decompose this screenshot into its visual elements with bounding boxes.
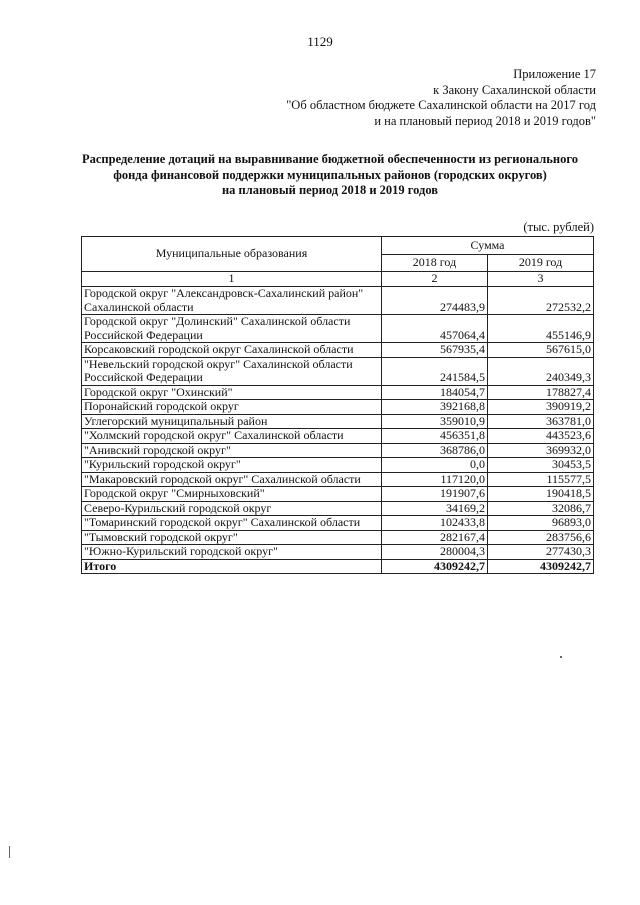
- header-year-2019: 2019 год: [488, 255, 594, 272]
- value-2018: 184054,7: [382, 385, 488, 400]
- appendix-line: "Об областном бюджете Сахалинской области на 2017 год: [286, 98, 596, 112]
- appendix-header: [176, 67, 596, 129]
- municipality-name: "Невельский городской округ" Сахалинской области Российской Федерации: [82, 357, 382, 385]
- total-2018: 4309242,7: [382, 559, 488, 574]
- subsidy-table: [81, 236, 594, 574]
- value-2019: 30453,5: [488, 458, 594, 473]
- table-row: [82, 414, 594, 429]
- value-2018: 567935,4: [382, 343, 488, 358]
- column-number: 2: [382, 272, 488, 287]
- municipality-name: "Анивский городской округ": [82, 443, 382, 458]
- value-2019: 178827,4: [488, 385, 594, 400]
- table-row: [82, 530, 594, 545]
- value-2019: 283756,6: [488, 530, 594, 545]
- table-row: [82, 315, 594, 343]
- municipality-name: "Южно-Курильский городской округ": [82, 545, 382, 560]
- value-2019: 443523,6: [488, 429, 594, 444]
- value-2018: 0,0: [382, 458, 488, 473]
- municipality-name: "Курильский городской округ": [82, 458, 382, 473]
- value-2019: 190418,5: [488, 487, 594, 502]
- value-2019: 455146,9: [488, 315, 594, 343]
- value-2018: 456351,8: [382, 429, 488, 444]
- value-2019: 32086,7: [488, 501, 594, 516]
- table-row: [82, 357, 594, 385]
- value-2019: 363781,0: [488, 414, 594, 429]
- value-2018: 457064,4: [382, 315, 488, 343]
- municipality-name: Городской округ "Долинский" Сахалинской области Российской Федерации: [82, 315, 382, 343]
- total-row: [82, 559, 594, 574]
- value-2018: 274483,9: [382, 287, 488, 315]
- municipality-name: "Томаринский городской округ" Сахалинской области: [82, 516, 382, 531]
- value-2018: 34169,2: [382, 501, 488, 516]
- value-2018: 368786,0: [382, 443, 488, 458]
- table-row: [82, 429, 594, 444]
- value-2018: 280004,3: [382, 545, 488, 560]
- value-2019: 369932,0: [488, 443, 594, 458]
- table-row: [82, 400, 594, 415]
- value-2018: 282167,4: [382, 530, 488, 545]
- municipality-name: Городской округ "Смирныховский": [82, 487, 382, 502]
- value-2018: 191907,6: [382, 487, 488, 502]
- title-line: на плановый период 2018 и 2019 годов: [221, 183, 439, 197]
- value-2019: 272532,2: [488, 287, 594, 315]
- value-2019: 567615,0: [488, 343, 594, 358]
- scan-speck: [560, 656, 562, 658]
- total-label: Итого: [82, 559, 382, 574]
- value-2018: 102433,8: [382, 516, 488, 531]
- value-2019: 96893,0: [488, 516, 594, 531]
- title-line: Распределение дотаций на выравнивание бюджетной обеспеченности из регионального: [82, 152, 578, 166]
- value-2019: 240349,3: [488, 357, 594, 385]
- table-row: [82, 545, 594, 560]
- municipality-name: Углегорский муниципальный район: [82, 414, 382, 429]
- table-row: [82, 501, 594, 516]
- document-title: [60, 152, 600, 199]
- header-municipality: Муниципальные образования: [82, 237, 382, 272]
- municipality-name: "Макаровский городской округ" Сахалинской области: [82, 472, 382, 487]
- table-row: [82, 443, 594, 458]
- header-year-2018: 2018 год: [382, 255, 488, 272]
- table-row: [82, 487, 594, 502]
- table-row: [82, 516, 594, 531]
- table-row: [82, 385, 594, 400]
- column-number: 1: [82, 272, 382, 287]
- value-2018: 392168,8: [382, 400, 488, 415]
- municipality-name: Северо-Курильский городской округ: [82, 501, 382, 516]
- value-2019: 277430,3: [488, 545, 594, 560]
- municipality-name: Городской округ "Охинский": [82, 385, 382, 400]
- value-2018: 241584,5: [382, 357, 488, 385]
- appendix-line: Приложение 17: [513, 67, 596, 81]
- municipality-name: Городской округ "Александровск-Сахалинский район" Сахалинской области: [82, 287, 382, 315]
- municipality-name: Поронайский городской округ: [82, 400, 382, 415]
- municipality-name: Корсаковский городской округ Сахалинской области: [82, 343, 382, 358]
- page-number: 1129: [307, 34, 333, 49]
- value-2019: 390919,2: [488, 400, 594, 415]
- value-2019: 115577,5: [488, 472, 594, 487]
- municipality-name: "Холмский городской округ" Сахалинской области: [82, 429, 382, 444]
- value-2018: 117120,0: [382, 472, 488, 487]
- table-row: [82, 472, 594, 487]
- appendix-line: и на плановый период 2018 и 2019 годов": [374, 113, 596, 128]
- table-row: [82, 287, 594, 315]
- title-line: фонда финансовой поддержки муниципальных районов (городских округов): [113, 167, 547, 182]
- table-row: [82, 458, 594, 473]
- column-number: 3: [488, 272, 594, 287]
- scan-speck: [9, 846, 10, 858]
- table-row: [82, 343, 594, 358]
- units-label: (тыс. рублей): [523, 220, 594, 234]
- value-2018: 359010,9: [382, 414, 488, 429]
- municipality-name: "Тымовский городской округ": [82, 530, 382, 545]
- appendix-line: к Закону Сахалинской области: [433, 82, 596, 97]
- header-sum: Сумма: [382, 237, 594, 255]
- total-2019: 4309242,7: [488, 559, 594, 574]
